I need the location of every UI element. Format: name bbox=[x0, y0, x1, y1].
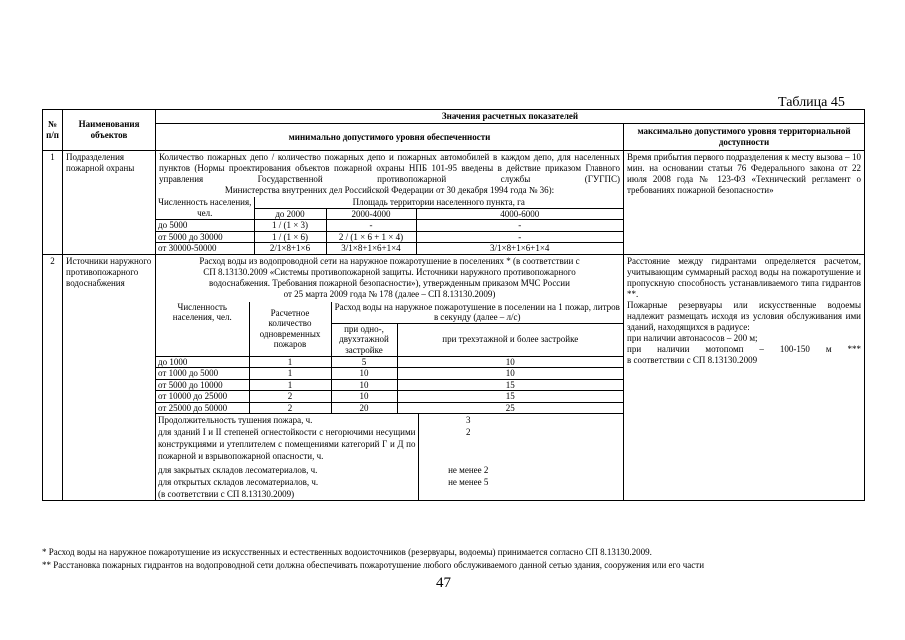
row2-intro-line: водоснабжения. Требования пожарной безопасности»), утвержденным приказом МЧС России bbox=[209, 277, 570, 288]
row1-intro-last: Министерства внутренних дел Российской Федерации от 30 декабря 1994 года № 36): bbox=[224, 185, 555, 195]
depot-value: 1 / (1 × 6) bbox=[254, 231, 326, 243]
row-water-sources bbox=[43, 254, 865, 501]
footnote: * Расход воды на наружное пожаротушение из искусственных и естественных водоисточников (резервуары, водоемы) принимается согласно СП 8.13130.2009. bbox=[42, 547, 652, 557]
depot-col-population: Численность населения, чел. bbox=[156, 197, 254, 220]
page-number: 47 bbox=[436, 575, 451, 591]
depot-table bbox=[156, 197, 623, 254]
flow-pop: от 1000 до 5000 bbox=[156, 368, 249, 380]
duration-closed-value: не менее 2 bbox=[448, 465, 489, 475]
duration-ref-row bbox=[156, 488, 623, 500]
row1-intro: Количество пожарных депо / количество пожарных депо и пожарных автомобилей в каждом депо, для населенных пунктов (Нормы проектирования объектов пожарной охраны НПБ 101-95 введены в действие приказом Главного управления Государственной противопожарной службы (ГУГПС) bbox=[159, 152, 620, 184]
flow-row bbox=[156, 368, 623, 380]
duration-title: Продолжительность тушения пожара, ч. bbox=[156, 414, 418, 427]
duration-closed: для закрытых складов лесоматериалов, ч. bbox=[156, 464, 418, 476]
duration-buildings-value: 2 bbox=[466, 427, 471, 437]
header-max-level: максимально допустимого уровня территориальной доступности bbox=[624, 124, 865, 151]
flow-pop: до 1000 bbox=[156, 356, 249, 368]
row2-intro-line: от 25 марта 2009 года № 178 (далее – СП 8.13130.2009) bbox=[283, 288, 496, 299]
row2-max-p4: при наличии мотопомп – 100-150 м *** bbox=[627, 343, 861, 354]
flow-col-count: Расчетное количество одновременных пожаров bbox=[249, 302, 331, 357]
footnotes bbox=[42, 546, 867, 572]
row2-intro bbox=[156, 255, 623, 302]
row-fire-departments bbox=[43, 151, 865, 255]
depot-area-2: 4000-6000 bbox=[416, 208, 623, 220]
depot-value: - bbox=[326, 220, 416, 232]
header-num: № п/п bbox=[43, 110, 63, 151]
duration-buildings-row bbox=[156, 426, 623, 462]
flow-col-low: при одно-, двухэтажной застройке bbox=[331, 323, 397, 356]
depot-pop: от 5000 до 30000 bbox=[156, 231, 254, 243]
depot-value: 3/1×8+1×6+1×4 bbox=[416, 243, 623, 254]
duration-closed-row bbox=[156, 464, 623, 476]
depot-row bbox=[156, 231, 623, 243]
row2-intro-line: Расход воды из водопроводной сети на наружное пожаротушение в поселениях * (в соответствии с bbox=[199, 255, 580, 266]
flow-high: 15 bbox=[397, 379, 623, 391]
header-row bbox=[43, 110, 865, 124]
flow-high: 15 bbox=[397, 391, 623, 403]
row2-name: Источники наружного противопожарного водоснабжения bbox=[63, 254, 156, 501]
flow-pop: от 10000 до 25000 bbox=[156, 391, 249, 403]
footnote: ** Расстановка пожарных гидрантов на водопроводной сети должна обеспечивать пожаротушение любого обслуживаемого данной сетью здания, сооружения или его части bbox=[42, 560, 705, 570]
flow-low: 20 bbox=[331, 402, 397, 413]
depot-value: - bbox=[416, 231, 623, 243]
duration-open: для открытых складов лесоматериалов, ч. bbox=[156, 476, 418, 488]
header-values: Значения расчетных показателей bbox=[156, 110, 865, 124]
depot-area-1: 2000-4000 bbox=[326, 208, 416, 220]
flow-pop: от 25000 до 50000 bbox=[156, 402, 249, 413]
row2-max-p1: Расстояние между гидрантами определяется расчетом, учитывающим суммарный расход воды на пожаротушение и пропускную способность устанавливаемого типа гидрантов **. bbox=[627, 255, 861, 299]
duration-ref: (в соответствии с СП 8.13130.2009) bbox=[156, 488, 418, 500]
flow-row bbox=[156, 356, 623, 368]
depot-pop: до 5000 bbox=[156, 220, 254, 232]
flow-count: 1 bbox=[249, 356, 331, 368]
water-flow-table bbox=[156, 302, 623, 414]
flow-high: 10 bbox=[397, 356, 623, 368]
depot-value: 2 / (1 × 6 + 1 × 4) bbox=[326, 231, 416, 243]
row1-max-text: Время прибытия первого подразделения к месту вызова – 10 мин. на основании статьи 76 Федерального закона от 22 июля 2008 года № 123-ФЗ «Технический регламент о требованиях пожарной безопасности» bbox=[624, 151, 865, 255]
duration-open-value: не менее 5 bbox=[448, 477, 489, 487]
flow-count: 2 bbox=[249, 402, 331, 413]
row2-min-cell bbox=[156, 254, 624, 501]
header-min-level: минимально допустимого уровня обеспеченности bbox=[156, 124, 624, 151]
depot-pop: от 30000-50000 bbox=[156, 243, 254, 254]
duration-table bbox=[156, 413, 623, 500]
table-caption: Таблица 45 bbox=[778, 95, 845, 110]
header-subrow bbox=[43, 124, 865, 151]
row1-num: 1 bbox=[43, 151, 63, 255]
depot-value: 2/1×8+1×6 bbox=[254, 243, 326, 254]
flow-high: 25 bbox=[397, 402, 623, 413]
flow-low: 10 bbox=[331, 391, 397, 403]
depot-value: - bbox=[416, 220, 623, 232]
row2-max-p3: при наличии автонасосов – 200 м; bbox=[627, 332, 758, 343]
duration-title-value: 3 bbox=[466, 415, 471, 425]
row2-num: 2 bbox=[43, 254, 63, 501]
row2-intro-line: СП 8.13130.2009 «Системы противопожарной защиты. Источники наружного противопожарного bbox=[203, 266, 576, 277]
flow-row bbox=[156, 402, 623, 413]
depot-row bbox=[156, 220, 623, 232]
depot-value: 3/1×8+1×6+1×4 bbox=[326, 243, 416, 254]
row2-max-cell bbox=[624, 254, 865, 501]
row2-max-p5: в соответствии с СП 8.13130.2009 bbox=[627, 354, 758, 365]
header-name: Наименования объектов bbox=[63, 110, 156, 151]
depot-row bbox=[156, 243, 623, 254]
depot-area-0: до 2000 bbox=[254, 208, 326, 220]
duration-open-row bbox=[156, 476, 623, 488]
flow-row bbox=[156, 379, 623, 391]
flow-low: 10 bbox=[331, 368, 397, 380]
duration-title-row bbox=[156, 414, 623, 427]
flow-low: 5 bbox=[331, 356, 397, 368]
flow-high: 10 bbox=[397, 368, 623, 380]
flow-col-population: Численность населения, чел. bbox=[156, 302, 249, 357]
flow-pop: от 5000 до 10000 bbox=[156, 379, 249, 391]
flow-count: 1 bbox=[249, 368, 331, 380]
row1-min-cell bbox=[156, 151, 624, 255]
fire-safety-table bbox=[42, 109, 865, 501]
duration-buildings: для зданий I и II степеней огнестойкости с негорючими несущими конструкциями и утеплителем с помещениями категорий Г и Д по пожарной и взрывопожарной опасности, ч. bbox=[156, 426, 418, 462]
row1-name: Подразделения пожарной охраны bbox=[63, 151, 156, 255]
row2-max-p2: Пожарные резервуары или искусственные водоемы надлежит размещать исходя из условия обслуживания ими зданий, находящихся в радиусе: bbox=[627, 299, 861, 332]
flow-low: 10 bbox=[331, 379, 397, 391]
flow-row bbox=[156, 391, 623, 403]
depot-col-area: Площадь территории населенного пункта, га bbox=[254, 197, 623, 208]
flow-count: 2 bbox=[249, 391, 331, 403]
flow-col-flow: Расход воды на наружное пожаротушение в поселении на 1 пожар, литров в секунду (далее – л/с) bbox=[331, 302, 623, 324]
depot-value: 1 / (1 × 3) bbox=[254, 220, 326, 232]
flow-count: 1 bbox=[249, 379, 331, 391]
flow-col-high: при трехэтажной и более застройке bbox=[397, 323, 623, 356]
